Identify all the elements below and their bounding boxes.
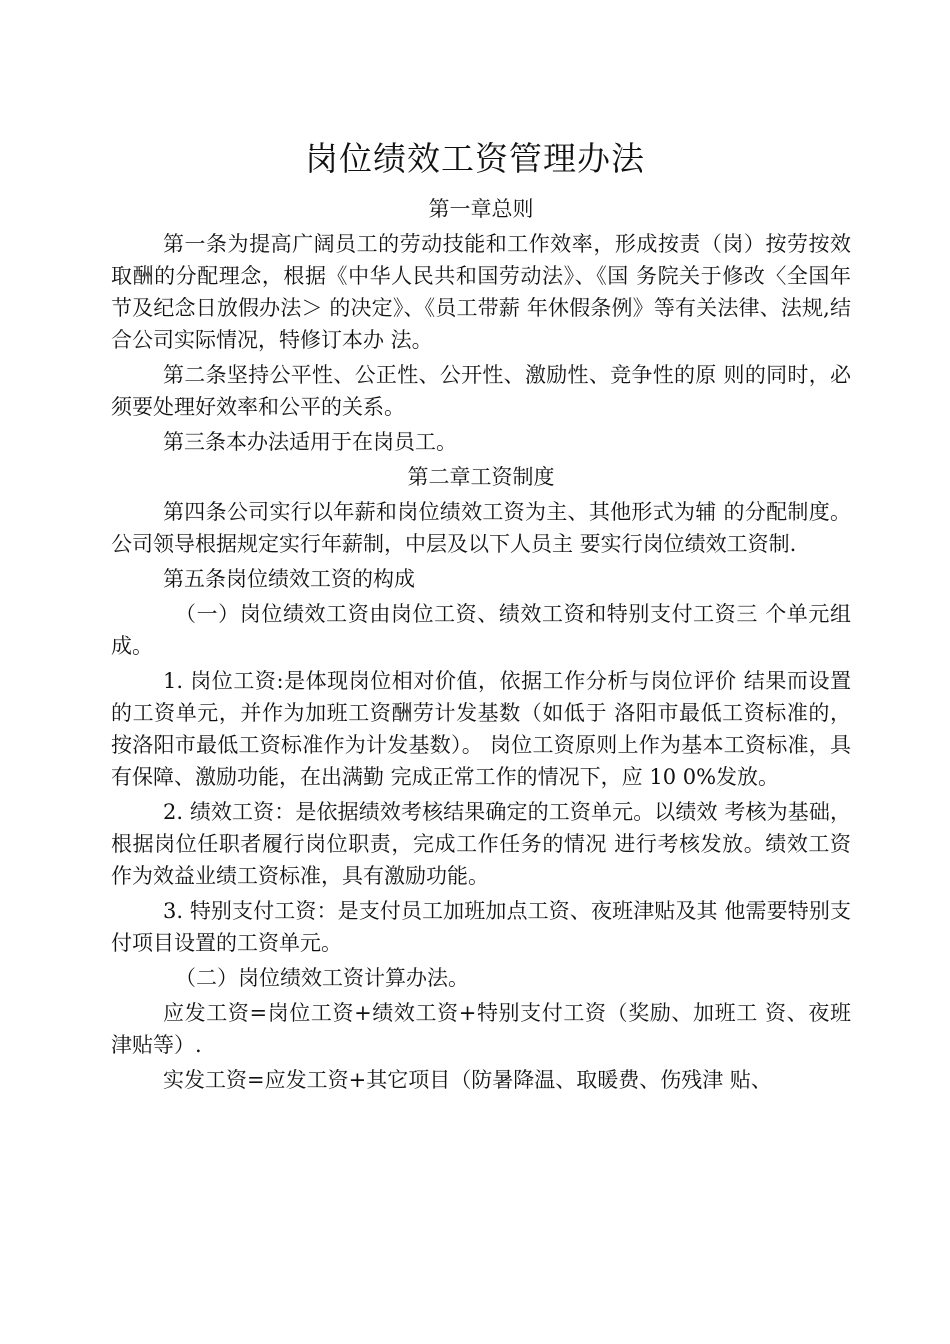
article-paragraph: 第二条坚持公平性、公正性、公开性、激励性、竞争性的原 则的同时，必须要处理好效率和公平的关系。 bbox=[111, 363, 851, 419]
formula-paragraph: 应发工资=岗位工资+绩效工资+特别支付工资（奖励、加班工 资、夜班津贴等）. bbox=[111, 1001, 851, 1057]
article-paragraph: 第五条岗位绩效工资的构成 bbox=[163, 567, 415, 591]
document-body bbox=[111, 193, 851, 1099]
article-paragraph: 第一条为提高广阔员工的劳动技能和工作效率，形成按责（岗）按劳按效取酬的分配理念，根据《中华人民共和国劳动法》、《国 务院关于修改〈全国年节及纪念日放假办法＞ 的决定》、《员工带薪 年休假条例》等有关法律、法规,结合公司实际情况，特修订本办 法。 bbox=[111, 232, 851, 352]
subsection-paragraph: （一）岗位绩效工资由岗位工资、绩效工资和特别支付工资三 个单元组成。 bbox=[111, 602, 851, 658]
chapter-heading: 第二章工资制度 bbox=[407, 465, 555, 489]
chapter-heading: 第一章总则 bbox=[428, 197, 534, 221]
article-paragraph: 第四条公司实行以年薪和岗位绩效工资为主、其他形式为辅 的分配制度。公司领导根据规定实行年薪制，中层及以下人员主 要实行岗位绩效工资制. bbox=[111, 500, 851, 556]
article-paragraph: 第三条本办法适用于在岗员工。 bbox=[163, 430, 457, 454]
document-title: 岗位绩效工资管理办法 bbox=[305, 139, 645, 178]
list-item-paragraph: 2. 绩效工资：是依据绩效考核结果确定的工资单元。以绩效 考核为基础，根据岗位任职者履行岗位职责，完成工作任务的情况 进行考核发放。绩效工资作为效益业绩工资标准，具有激励功能。 bbox=[111, 800, 851, 888]
list-item-paragraph: 1. 岗位工资:是体现岗位相对价值，依据工作分析与岗位评价 结果而设置的工资单元，并作为加班工资酬劳计发基数（如低于 洛阳市最低工资标准的，按洛阳市最低工资标准作为计发基数）。 岗位工资原则上作为基本工资标准，具有保障、激励功能，在出满勤 完成正常工作的情况下，应 10 0%发放。 bbox=[111, 669, 851, 789]
formula-paragraph: 实发工资=应发工资+其它项目（防暑降温、取暖费、伤残津 贴、 bbox=[163, 1068, 772, 1092]
subsection-paragraph: （二）岗位绩效工资计算办法。 bbox=[175, 966, 469, 990]
list-item-paragraph: 3. 特别支付工资：是支付员工加班加点工资、夜班津贴及其 他需要特别支付项目设置的工资单元。 bbox=[111, 899, 851, 955]
